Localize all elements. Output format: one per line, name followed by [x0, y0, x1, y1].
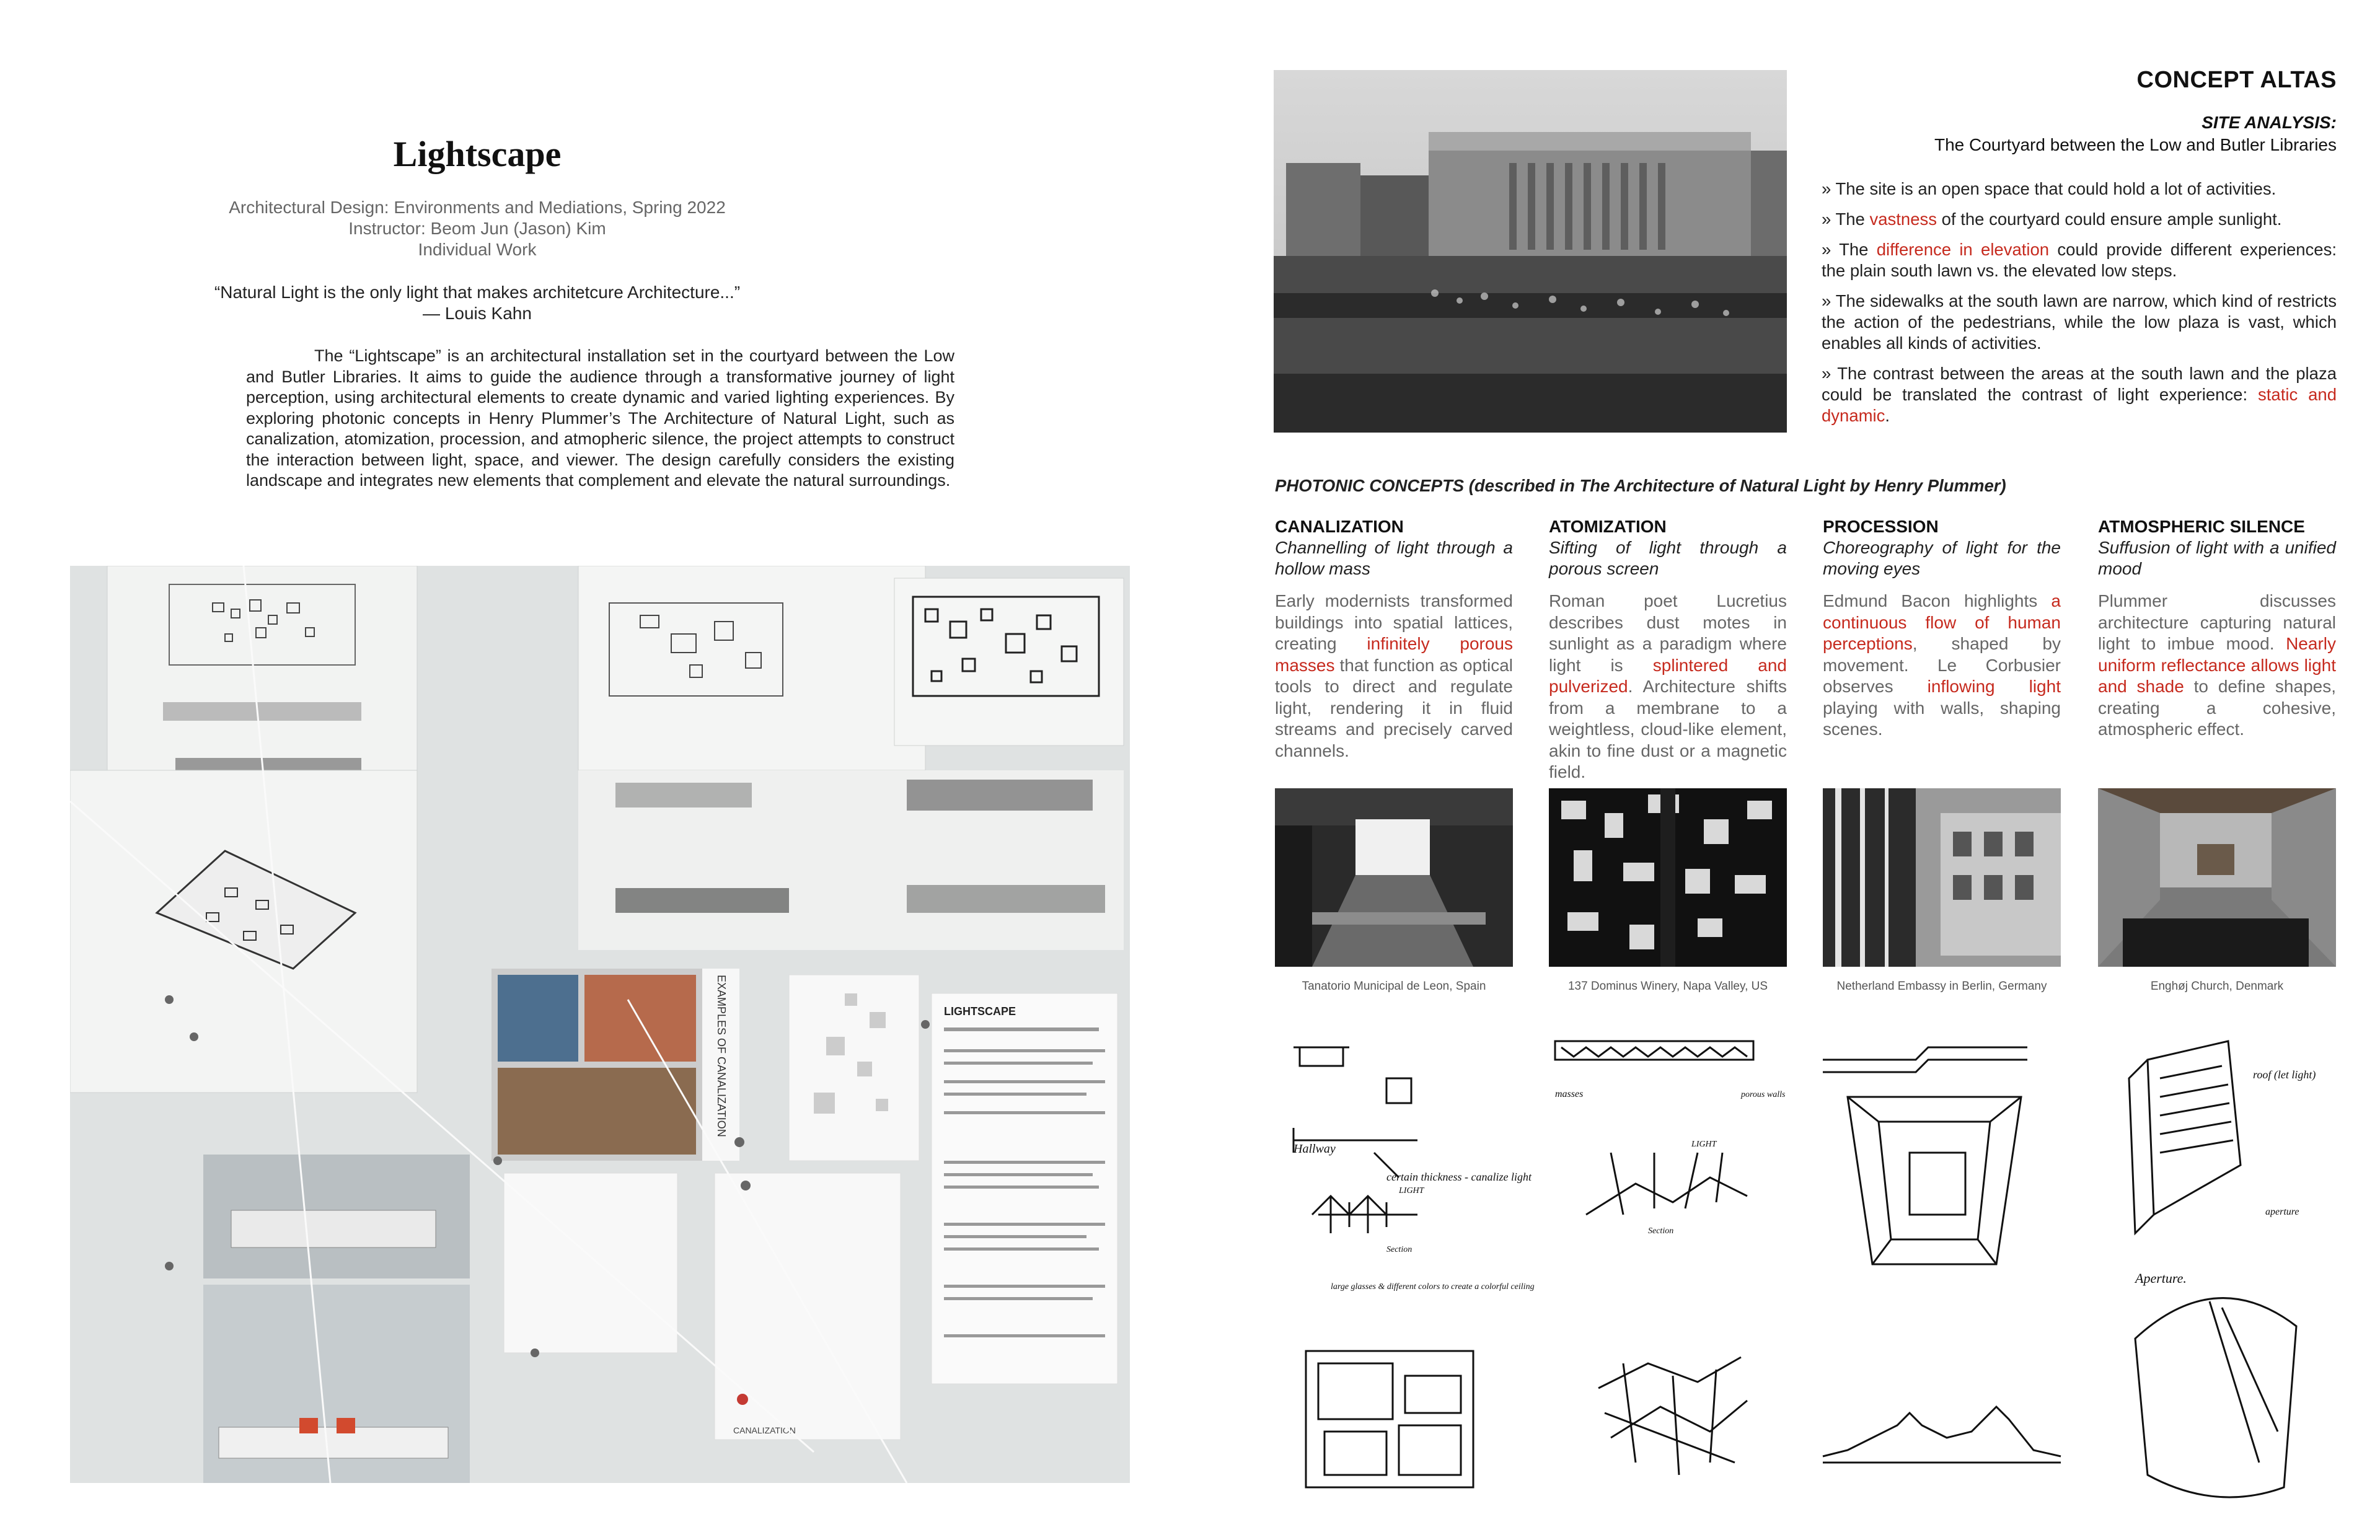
concept-subtitle: Channelling of light through a hollow mass	[1275, 538, 1513, 578]
sketch-note: LIGHT	[1691, 1140, 1717, 1149]
bullet-4: » The sidewalks at the south lawn are narrow, which kind of restricts the action of the pedestrians, while the low plaza is vast, which enables all kinds of activities.	[1822, 291, 2337, 353]
sketch-note: masses	[1555, 1089, 1584, 1099]
concept-atomization	[1549, 516, 1787, 783]
quote-author: — Louis Kahn	[423, 304, 532, 323]
intro-paragraph	[246, 346, 954, 491]
board-small-label: CANALIZATION	[733, 1425, 796, 1435]
concept-title: CANALIZATION	[1275, 517, 1404, 536]
sketch-note: large glasses & different colors to create a colorful ceiling	[1331, 1282, 1535, 1291]
concept-title: PROCESSION	[1823, 517, 1939, 536]
course-name: Architectural Design: Environments and Mediations, Spring 2022	[229, 198, 726, 217]
sketch-canalization	[1275, 1029, 1535, 1500]
sketch-note: aperture	[2265, 1207, 2299, 1217]
board-sheet-title: LIGHTSCAPE	[944, 1005, 1016, 1018]
concept-body: Plummer discusses architecture capturing natural light to imbue mood. Nearly uniform reflectance allows light and shade to define shapes, creating a cohesive, atmospheric effect.	[2098, 591, 2336, 739]
site-bullets	[1822, 178, 2337, 436]
bullet-1: » The site is an open space that could hold a lot of activities.	[1822, 179, 2276, 198]
sketch-note: porous walls	[1741, 1090, 1786, 1099]
pinboard-drawings	[70, 566, 1130, 1483]
site-analysis-subheading: The Courtyard between the Low and Butler Libraries	[1934, 135, 2337, 154]
page-title: Lightscape	[393, 134, 562, 174]
quote: “Natural Light is the only light that makes architetcure Architecture...”	[214, 283, 741, 302]
sketch-atomization	[1549, 1029, 1787, 1500]
concept-title: CONCEPT ALTAS	[2136, 67, 2337, 93]
intro-text: The “Lightscape” is an architectural installation set in the courtyard between the Low and Butler Libraries. It aims to guide the audience through a transformative journey of light perception, using architectural elements to create dynamic and varied lighting experiences. By exploring photonic concepts in Henry Plummer’s The Architecture of Natural Light, such as canalization, atomization, procession, and atmopheric silence, the project attempts to construct the interaction between light, space, and viewer. The design carefully considers the existing landscape and integrates new elements that complement and elevate the natural surroundings.	[246, 346, 954, 490]
sketch-procession	[1823, 1029, 2061, 1500]
bullet-5: » The contrast between the areas at the south lawn and the plaza could be translated the contrast of light experience: static and dynamic.	[1822, 364, 2337, 425]
concept-body: Edmund Bacon highlights a continuous flow of human perceptions, shaped by movement. Le Corbusier observes inflowing light playing with walls, shaping scenes.	[1823, 591, 2061, 739]
concept-title: ATMOSPHERIC SILENCE	[2098, 517, 2305, 536]
precedent-photo-canalization	[1275, 788, 1513, 967]
sketch-atmospheric-silence	[2098, 1029, 2336, 1500]
caption-atomization: 137 Dominus Winery, Napa Valley, US	[1567, 980, 1768, 993]
instructor: Instructor: Beom Jun (Jason) Kim	[348, 219, 606, 238]
vertical-label: EXAMPLES OF CANALIZATION	[715, 975, 728, 1137]
sketch-note: roof (let light)	[2253, 1068, 2316, 1081]
bullet-3: » The difference in elevation could provide different experiences: the plain south lawn vs. the elevated low steps.	[1822, 240, 2337, 280]
sketch-note: Aperture.	[2135, 1270, 2187, 1286]
precedent-photo-atomization	[1549, 788, 1787, 967]
sketch-note: certain thickness - canalize light	[1386, 1171, 1532, 1183]
concept-subtitle: Choreography of light for the moving eyes	[1823, 538, 2061, 578]
caption-canalization: Tanatorio Municipal de Leon, Spain	[1302, 980, 1486, 993]
sketch-note: LIGHT	[1399, 1186, 1424, 1195]
concept-canalization	[1275, 516, 1513, 762]
sketch-note: Section	[1648, 1226, 1674, 1236]
sketch-note: Hallway	[1294, 1142, 1336, 1156]
precedent-photo-procession	[1823, 788, 2061, 967]
concept-body: Roman poet Lucretius describes dust motes in sunlight as a paradigm where light is splintered and pulverized. Architecture shifts from a membrane to a weightless, cloud-like element, akin to fine dust or a magnetic field.	[1549, 591, 1787, 781]
site-photo	[1274, 70, 1787, 433]
concept-atmospheric-silence	[2098, 516, 2336, 741]
caption-atmospheric-silence: Enghøj Church, Denmark	[2150, 980, 2284, 993]
precedent-photo-atmospheric-silence	[2098, 788, 2336, 967]
work-type: Individual Work	[418, 240, 537, 259]
bullet-2: » The vastness of the courtyard could ensure ample sunlight.	[1822, 209, 2282, 229]
photonic-heading: PHOTONIC CONCEPTS (described in The Architecture of Natural Light by Henry Plummer)	[1275, 476, 2006, 495]
concept-procession	[1823, 516, 2061, 741]
concept-subtitle: Sifting of light through a porous screen	[1549, 538, 1787, 578]
concept-body: Early modernists transformed buildings into spatial lattices, creating infinitely porous masses that function as optical tools to direct and regulate light, rendering it in fluid streams and precisely carved channels.	[1275, 591, 1513, 760]
pinboard-photo	[70, 566, 1130, 1483]
concept-title: ATOMIZATION	[1549, 517, 1667, 536]
sketch-note: Section	[1386, 1245, 1413, 1254]
concept-subtitle: Suffusion of light with a unified mood	[2098, 538, 2336, 578]
caption-procession: Netherland Embassy in Berlin, Germany	[1836, 980, 2047, 993]
site-analysis-heading: SITE ANALYSIS:	[2202, 113, 2337, 132]
